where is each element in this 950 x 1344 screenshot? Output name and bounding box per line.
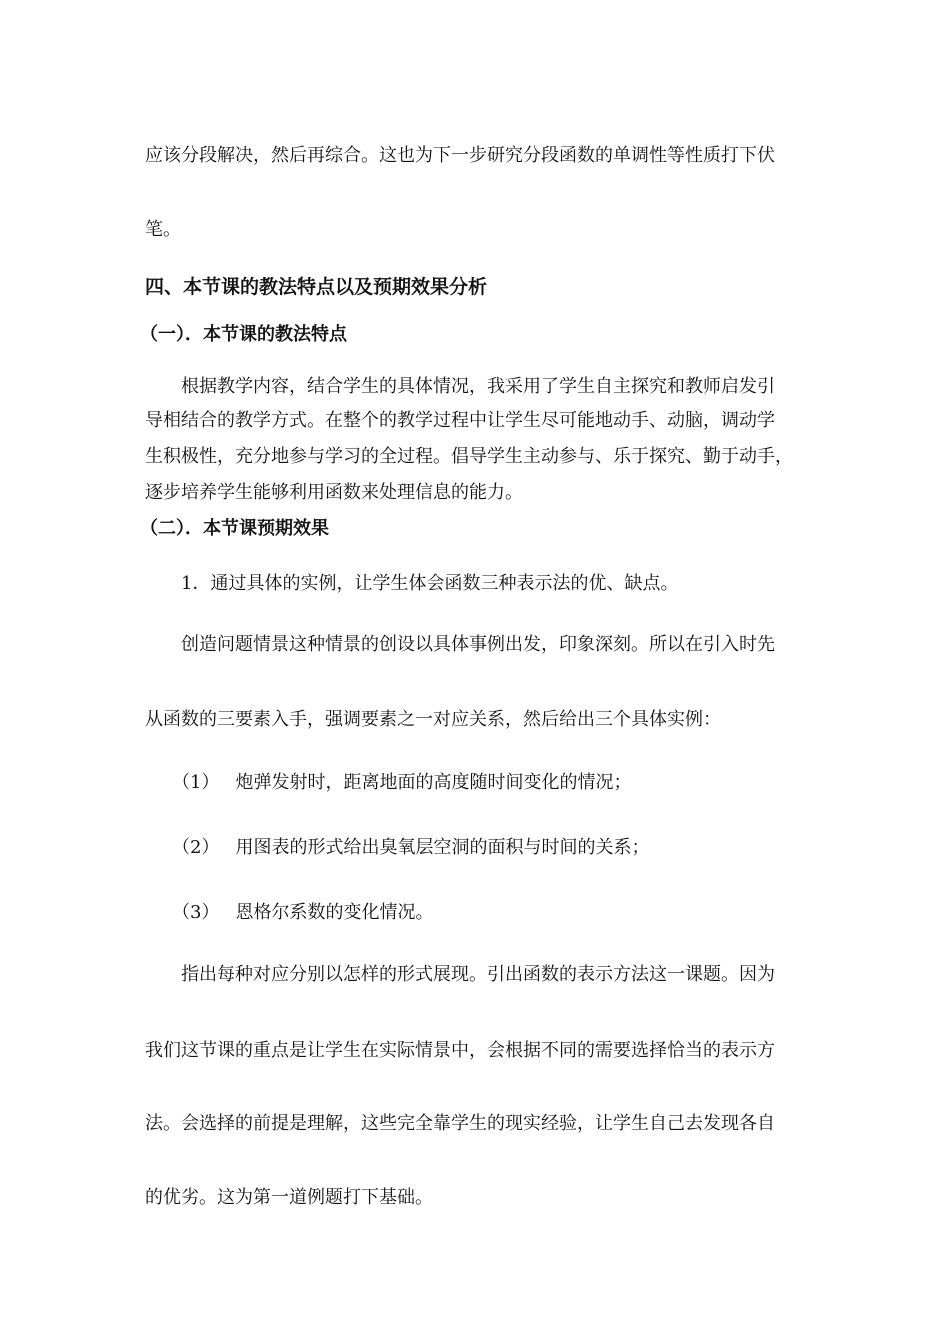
paragraph-line: 生积极性，充分地参与学习的全过程。倡导学生主动参与、乐于探究、勤于动手， [145,446,793,467]
paragraph-line: 创造问题情景这种情景的创设以具体事例出发，印象深刻。所以在引入时先 [181,634,775,655]
paragraph-line: 导相结合的教学方式。在整个的教学过程中让学生尽可能地动手、动脑，调动学 [145,410,775,431]
example-number: （2） [172,837,220,858]
paragraph-line: 应该分段解决，然后再综合。这也为下一步研究分段函数的单调性等性质打下伏 [145,145,775,166]
subsection-heading: （一）．本节课的教法特点 [140,324,347,345]
example-item [172,772,631,794]
example-item [172,837,649,859]
example-number: （1） [172,772,220,793]
paragraph-line: 从函数的三要素入手，强调要素之一对应关系，然后给出三个具体实例： [145,709,721,730]
example-number: （3） [172,902,220,923]
paragraph-line: 根据教学内容，结合学生的具体情况，我采用了学生自主探究和教师启发引 [181,376,775,397]
paragraph-line: 逐步培养学生能够利用函数来处理信息的能力。 [145,482,523,503]
example-text: 炮弹发射时，距离地面的高度随时间变化的情况； [235,772,632,793]
paragraph-line: 的优劣。这为第一道例题打下基础。 [145,1187,433,1208]
example-item [172,902,433,924]
section-heading: 四、本节课的教法特点以及预期效果分析 [145,276,488,298]
subsection-heading: （二）．本节课预期效果 [140,518,329,539]
paragraph-line: 笔。 [145,219,181,240]
paragraph-line: 指出每种对应分别以怎样的形式展现。引出函数的表示方法这一课题。因为 [181,964,775,985]
paragraph-line: 法。会选择的前提是理解，这些完全靠学生的现实经验，让学生自己去发现各自 [145,1113,775,1134]
numbered-point: 1．通过具体的实例，让学生体会函数三种表示法的优、缺点。 [181,573,679,594]
paragraph-line: 我们这节课的重点是让学生在实际情景中，会根据不同的需要选择恰当的表示方 [145,1040,775,1061]
example-text: 恩格尔系数的变化情况。 [235,902,434,923]
example-text: 用图表的形式给出臭氧层空洞的面积与时间的关系； [235,837,650,858]
